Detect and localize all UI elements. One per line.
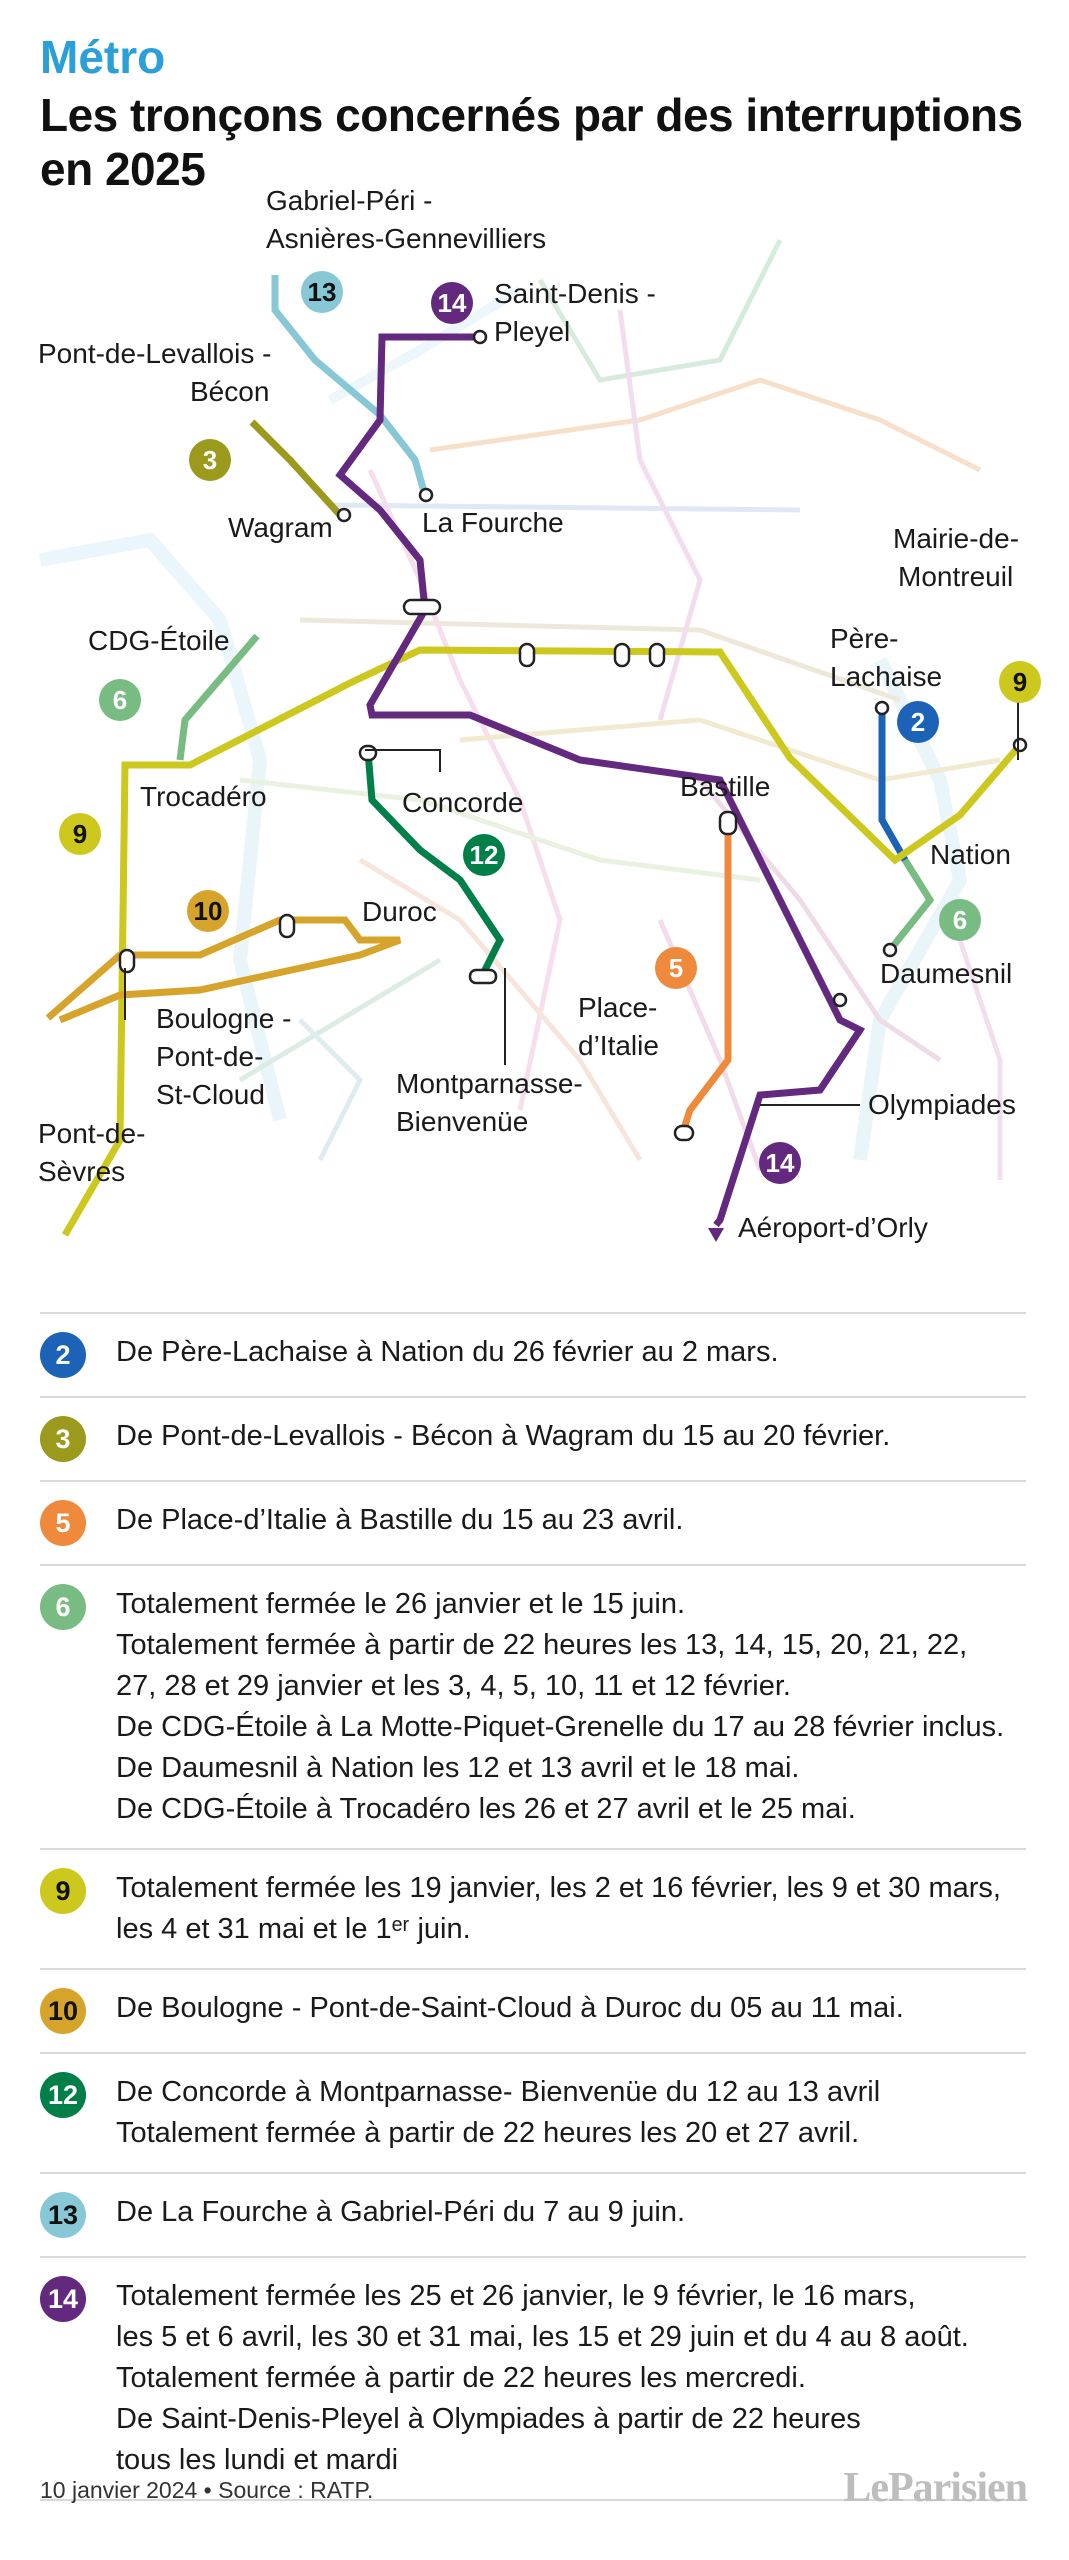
page-title: Les tronçons concernés par des interruptions en 2025 — [40, 89, 1023, 195]
label-mairie-montreuil-2: Montreuil — [898, 561, 1014, 592]
map-badge-6-east: 6 — [952, 905, 968, 935]
label-boulogne-3: St-Cloud — [156, 1079, 265, 1110]
legend-text-line: De La Fourche à Gabriel-Péri du 7 au 9 juin. — [116, 2196, 686, 2228]
label-wagram: Wagram — [228, 512, 333, 543]
legend-text-line: tous les lundi et mardi — [116, 2444, 399, 2476]
legend-text-line: De CDG-Étoile à La Motte-Piquet-Grenelle du 17 au 28 février inclus. — [116, 1711, 1005, 1743]
line-badge-12: 12 — [40, 2072, 86, 2118]
legend-text — [116, 1584, 1004, 1830]
label-pont-sevres-2: Sèvres — [38, 1156, 126, 1187]
closure-legend — [40, 1312, 1026, 2501]
map-badge-6-west: 6 — [112, 685, 128, 715]
line-badge-5: 5 — [40, 1500, 86, 1546]
map-badge-13: 13 — [307, 277, 337, 307]
label-saint-denis: Saint-Denis - — [494, 278, 656, 309]
legend-text — [116, 1416, 890, 1462]
legend-row-line-3 — [40, 1396, 1026, 1480]
label-pont-levallois: Pont-de-Levallois - — [38, 338, 272, 369]
legend-text-line: De Daumesnil à Nation les 12 et 13 avril et le 18 mai. — [116, 1752, 800, 1784]
legend-text-line: De Saint-Denis-Pleyel à Olympiades à partir de 22 heures — [116, 2403, 861, 2435]
label-bastille: Bastille — [680, 771, 771, 802]
legend-row-line-2 — [40, 1312, 1026, 1396]
line-badge-6: 6 — [40, 1584, 86, 1630]
legend-text-line: les 5 et 6 avril, les 30 et 31 mai, les 15 et 29 juin et du 4 au 8 août. — [116, 2321, 969, 2353]
legend-text — [116, 2276, 969, 2481]
legend-row-line-6 — [40, 1564, 1026, 1848]
map-badge-3: 3 — [202, 445, 218, 475]
map-badge-9-east: 9 — [1012, 667, 1028, 697]
label-pere-lachaise: Père- — [830, 623, 899, 654]
metro-map — [0, 160, 1069, 1300]
legend-text-line: De Père-Lachaise à Nation du 26 février au 2 mars. — [116, 1336, 779, 1368]
label-gabriel-peri: Gabriel-Péri - — [266, 185, 433, 216]
source-credit: 10 janvier 2024 • Source : RATP. — [40, 2477, 374, 2503]
label-la-fourche: La Fourche — [422, 507, 564, 538]
legend-text-line: Totalement fermée le 26 janvier et le 15 juin. — [116, 1588, 686, 1620]
map-badge-10: 10 — [193, 896, 223, 926]
line-badge-3: 3 — [40, 1416, 86, 1462]
legend-text-line: Totalement fermée les 19 janvier, les 2 et 16 février, les 9 et 30 mars, — [116, 1872, 1001, 1904]
label-boulogne-2: Pont-de- — [156, 1041, 264, 1072]
line-3-path — [252, 422, 340, 515]
map-badge-2: 2 — [910, 707, 926, 737]
label-place-italie: Place- — [578, 992, 658, 1023]
label-duroc: Duroc — [362, 896, 437, 927]
legend-text-line: les 4 et 31 mai et le 1ᵉʳ juin. — [116, 1913, 471, 1945]
le-parisien-logo: LeParisien — [843, 2465, 1027, 2511]
label-pont-levallois-2: Bécon — [190, 376, 270, 407]
label-cdg-etoile: CDG-Étoile — [88, 625, 230, 656]
legend-text-line: Totalement fermée à partir de 22 heures les 20 et 27 avril. — [116, 2117, 860, 2149]
legend-row-line-12 — [40, 2052, 1026, 2172]
map-badge-12: 12 — [469, 840, 499, 870]
label-pere-lachaise-2: Lachaise — [830, 661, 943, 692]
label-boulogne: Boulogne - — [156, 1003, 292, 1034]
label-place-italie-2: d’Italie — [578, 1030, 659, 1061]
orly-arrow — [708, 1228, 724, 1242]
legend-text-line: De Concorde à Montparnasse- Bienvenüe du 12 au 13 avril — [116, 2076, 881, 2108]
label-trocadero: Trocadéro — [140, 781, 267, 812]
legend-text-line: De Pont-de-Levallois - Bécon à Wagram du 15 au 20 février. — [116, 1420, 891, 1452]
legend-text-line: De CDG-Étoile à Trocadéro les 26 et 27 avril et le 25 mai. — [116, 1793, 856, 1825]
line-badge-2: 2 — [40, 1332, 86, 1378]
legend-text-line: Totalement fermée à partir de 22 heures les 13, 14, 15, 20, 21, 22, — [116, 1629, 968, 1661]
legend-text-line: De Boulogne - Pont-de-Saint-Cloud à Duroc du 05 au 11 mai. — [116, 1992, 904, 2024]
map-badge-14-south: 14 — [765, 1148, 795, 1178]
legend-text — [116, 2192, 685, 2238]
legend-text — [116, 2072, 880, 2154]
legend-text-line: Totalement fermée à partir de 22 heures les mercredi. — [116, 2362, 806, 2394]
legend-row-line-10 — [40, 1968, 1026, 2052]
label-pont-sevres: Pont-de- — [38, 1118, 146, 1149]
line-badge-10: 10 — [40, 1988, 86, 2034]
line-9-path — [65, 650, 1020, 1235]
label-gabriel-peri-2: Asnières-Gennevilliers — [266, 223, 547, 254]
label-montparnasse: Montparnasse- — [396, 1068, 583, 1099]
legend-row-line-9 — [40, 1848, 1026, 1968]
label-mairie-montreuil: Mairie-de- — [893, 523, 1020, 554]
line-badge-13: 13 — [40, 2192, 86, 2238]
legend-row-line-13 — [40, 2172, 1026, 2256]
legend-text — [116, 1988, 904, 2034]
legend-row-line-5 — [40, 1480, 1026, 1564]
label-daumesnil: Daumesnil — [880, 958, 1013, 989]
legend-text — [116, 1332, 779, 1378]
legend-text — [116, 1868, 1001, 1950]
label-nation: Nation — [930, 839, 1011, 870]
legend-text-line: 27, 28 et 29 janvier et les 3, 4, 5, 10, 11 et 12 février. — [116, 1670, 791, 1702]
map-badge-5: 5 — [668, 953, 684, 983]
label-saint-denis-2: Pleyel — [494, 316, 571, 347]
kicker: Métro — [40, 31, 166, 83]
map-badge-9-west: 9 — [72, 819, 88, 849]
label-concorde: Concorde — [402, 787, 524, 818]
line-badge-9: 9 — [40, 1868, 86, 1914]
label-olympiades: Olympiades — [868, 1089, 1016, 1120]
line-badge-14: 14 — [40, 2276, 86, 2322]
legend-text-line: Totalement fermée les 25 et 26 janvier, le 9 février, le 16 mars, — [116, 2280, 916, 2312]
label-orly: Aéroport-d’Orly — [738, 1212, 928, 1243]
legend-text — [116, 1500, 683, 1546]
map-badge-14-north: 14 — [437, 288, 467, 318]
label-montparnasse-2: Bienvenüe — [396, 1106, 529, 1137]
legend-text-line: De Place-d’Italie à Bastille du 15 au 23 avril. — [116, 1504, 684, 1536]
